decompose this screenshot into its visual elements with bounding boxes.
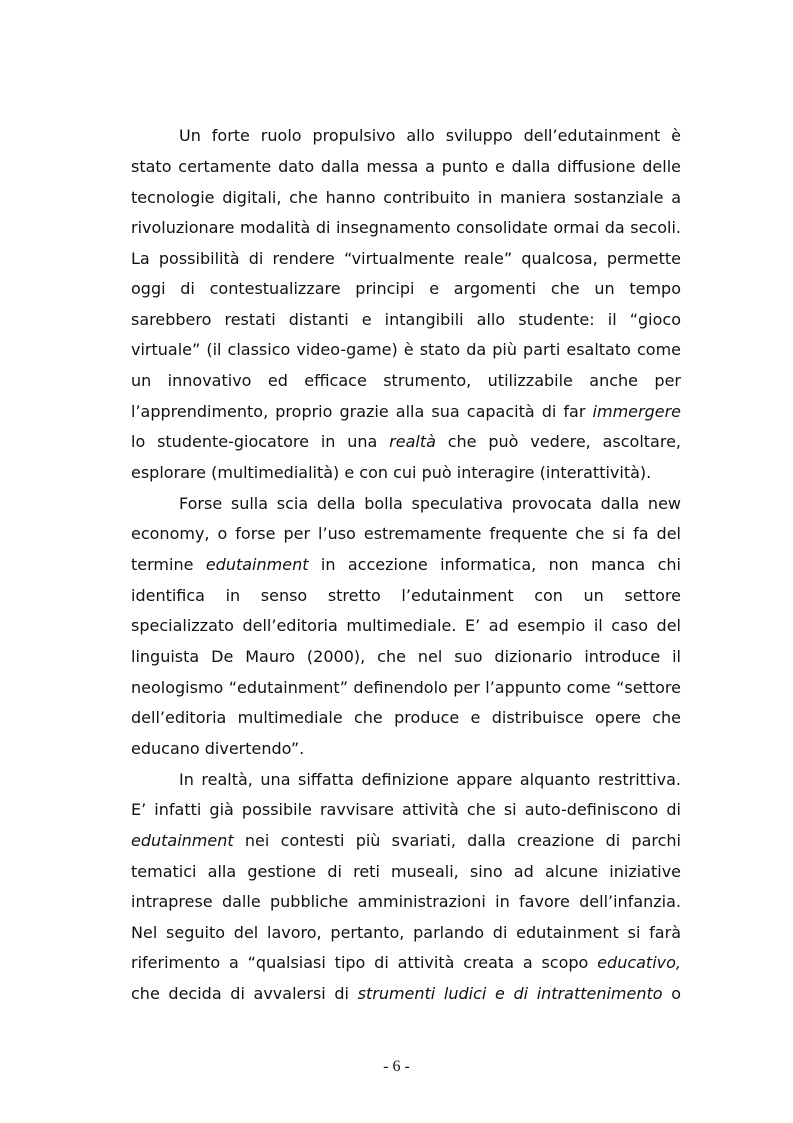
text-line [131, 831, 681, 851]
text-segment: identifica in senso stretto l’edutainment con un settore [131, 586, 681, 605]
text-segment: neologismo “edutainment” definendolo per l’appunto come “settore [131, 678, 681, 697]
text-line [131, 862, 681, 882]
text-line [131, 340, 681, 360]
text-segment: tecnologie digitali, che hanno contribuito in maniera sostanziale a [131, 188, 681, 207]
text-segment: dell’editoria multimediale che produce e distribuisce opere che [131, 708, 681, 727]
text-line [131, 678, 681, 698]
text-line [131, 586, 681, 606]
text-segment: economy, o forse per l’uso estremamente frequente che si fa del [131, 524, 681, 543]
italic-text: educativo, [597, 953, 681, 972]
text-line [131, 984, 681, 1004]
text-segment: l’apprendimento, proprio grazie alla sua capacità di far [131, 402, 593, 421]
text-segment: lo studente-giocatore in una [131, 432, 390, 451]
text-line [131, 157, 681, 177]
text-segment: tematici alla gestione di reti museali, sino ad alcune iniziative [131, 862, 681, 881]
text-line [131, 555, 681, 575]
text-line [131, 310, 681, 330]
text-segment: educano divertendo”. [131, 739, 305, 758]
text-line [131, 800, 681, 820]
text-segment: specializzato dell’editoria multimediale. E’ ad esempio il caso del [131, 616, 681, 635]
text-line [131, 188, 681, 208]
text-segment: riferimento a “qualsiasi tipo di attività creata a scopo [131, 953, 598, 972]
text-segment: sarebbero restati distanti e intangibili allo studente: il “gioco [131, 310, 681, 329]
text-segment: stato certamente dato dalla messa a punto e dalla diffusione delle [131, 157, 681, 176]
text-line [131, 616, 681, 636]
italic-text: edutainment [131, 831, 234, 850]
text-line [131, 708, 681, 728]
text-line [131, 739, 681, 759]
text-line [179, 126, 681, 146]
text-segment: intraprese dalle pubbliche amministrazioni in favore dell’infanzia. [131, 892, 681, 911]
text-segment: In realtà, una siffatta definizione appare alquanto restrittiva. [179, 770, 681, 789]
text-segment: oggi di contestualizzare principi e argomenti che un tempo [131, 279, 681, 298]
text-segment: un innovativo ed efficace strumento, utilizzabile anche per [131, 371, 681, 390]
text-segment: che può vedere, ascoltare, [435, 432, 681, 451]
text-line [131, 463, 681, 483]
text-line [131, 249, 681, 269]
text-line [131, 279, 681, 299]
italic-text: immergere [592, 402, 681, 421]
text-line [131, 892, 681, 912]
italic-text: realtà [389, 432, 436, 451]
text-segment: o [662, 984, 681, 1003]
text-segment: linguista De Mauro (2000), che nel suo dizionario introduce il [131, 647, 681, 666]
text-segment: che decida di avvalersi di [131, 984, 358, 1003]
text-segment: Forse sulla scia della bolla speculativa provocata dalla new [179, 494, 681, 513]
text-line [131, 923, 681, 943]
text-line [179, 494, 681, 514]
text-segment: Nel seguito del lavoro, pertanto, parlando di edutainment si farà [131, 923, 681, 942]
text-segment: rivoluzionare modalità di insegnamento consolidate ormai da secoli. [131, 218, 681, 237]
italic-text: edutainment [205, 555, 309, 574]
italic-text: strumenti ludici e di intrattenimento [357, 984, 663, 1003]
text-segment: La possibilità di rendere “virtualmente reale” qualcosa, permette [131, 249, 681, 268]
text-segment: Un forte ruolo propulsivo allo sviluppo dell’edutainment è [179, 126, 681, 145]
text-line [179, 770, 681, 790]
text-line [131, 218, 681, 238]
text-segment: esplorare (multimedialità) e con cui può interagire (interattività). [131, 463, 652, 482]
text-segment: E’ infatti già possibile ravvisare attività che si auto-definiscono di [131, 800, 681, 819]
text-segment: nei contesti più svariati, dalla creazione di parchi [233, 831, 681, 850]
text-line [131, 371, 681, 391]
text-segment: termine [131, 555, 206, 574]
text-segment: virtuale” (il classico video-game) è stato da più parti esaltato come [131, 340, 681, 359]
text-line [131, 432, 681, 452]
text-line [131, 524, 681, 544]
text-line [131, 953, 681, 973]
page-number: - 6 - [383, 1058, 410, 1075]
text-line [131, 647, 681, 667]
text-segment: in accezione informatica, non manca chi [308, 555, 681, 574]
text-line [131, 402, 681, 422]
